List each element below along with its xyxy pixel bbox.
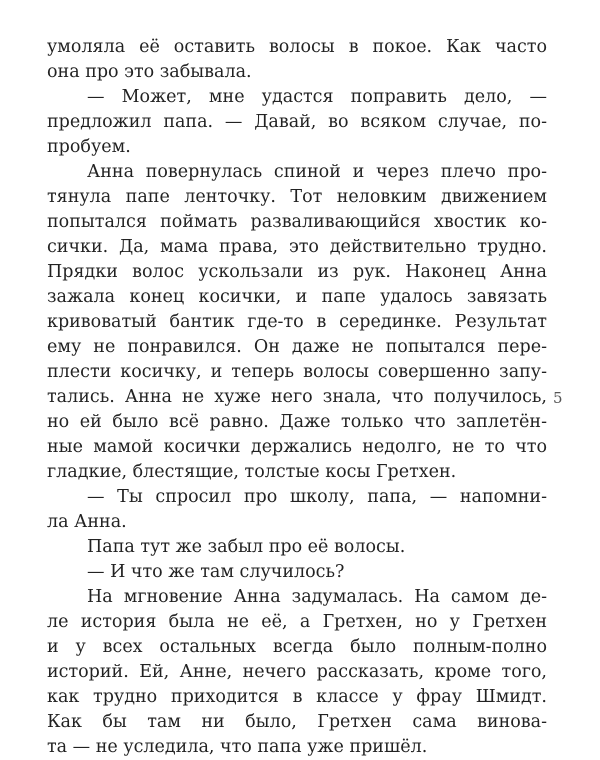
text-line: как трудно приходится в классе у фрау Шмидт. [47,687,547,707]
text-line: та — не уследила, что папа уже пришёл. [47,737,428,757]
text-line: но ей было всё равно. Даже только что заплетён- [47,412,547,432]
text-line: предложил папа. — Давай, во всяком случае, по- [47,112,547,132]
text-line: зажала конец косички, и папе удалось завязать [47,287,547,307]
text-line: тянула папе ленточку. Тот неловким движением [47,187,547,207]
text-line: ле история была не её, а Гретхен, но у Гретхен [47,612,547,632]
text-line: кривоватый бантик где-то в серединке. Результат [47,312,547,332]
text-line: плести косичку, и теперь волосы совершенно запу- [47,362,547,382]
text-line: — Ты спросил про школу, папа, — напомни- [87,487,547,507]
margin-line-number: 5 [553,389,563,407]
text-line: пробуем. [47,137,131,157]
text-line: и у всех остальных всегда было полным-полно [47,637,547,657]
text-line: ные мамой косички держались недолго, не то что [47,437,547,457]
text-line: гладкие, блестящие, толстые косы Гретхен. [47,462,457,482]
book-page-text [47,35,547,760]
text-line: сички. Да, мама права, это действительно трудно. [47,237,547,257]
text-line: ему не понравился. Он даже не попытался пере- [47,337,547,357]
text-line: умоляла её оставить волосы в покое. Как часто [47,37,547,57]
text-line: попытался поймать разваливающийся хвостик ко- [47,212,547,232]
text-line: Как бы там ни было, Гретхен сама винова- [47,712,547,732]
text-line: тались. Анна не хуже него знала, что получилось, [47,387,547,407]
text-line: — Может, мне удастся поправить дело, — [87,87,547,107]
text-line: — И что же там случилось? [87,562,345,582]
text-line: Прядки волос ускользали из рук. Наконец Анна [47,262,547,282]
text-line: ла Анна. [47,512,127,532]
text-line: историй. Ей, Анне, нечего рассказать, кроме того, [47,662,547,682]
text-line: Анна повернулась спиной и через плечо про- [87,162,547,182]
text-line: она про это забывала. [47,62,252,82]
text-line: Папа тут же забыл про её волосы. [87,537,406,557]
text-line: На мгновение Анна задумалась. На самом де- [87,587,547,607]
